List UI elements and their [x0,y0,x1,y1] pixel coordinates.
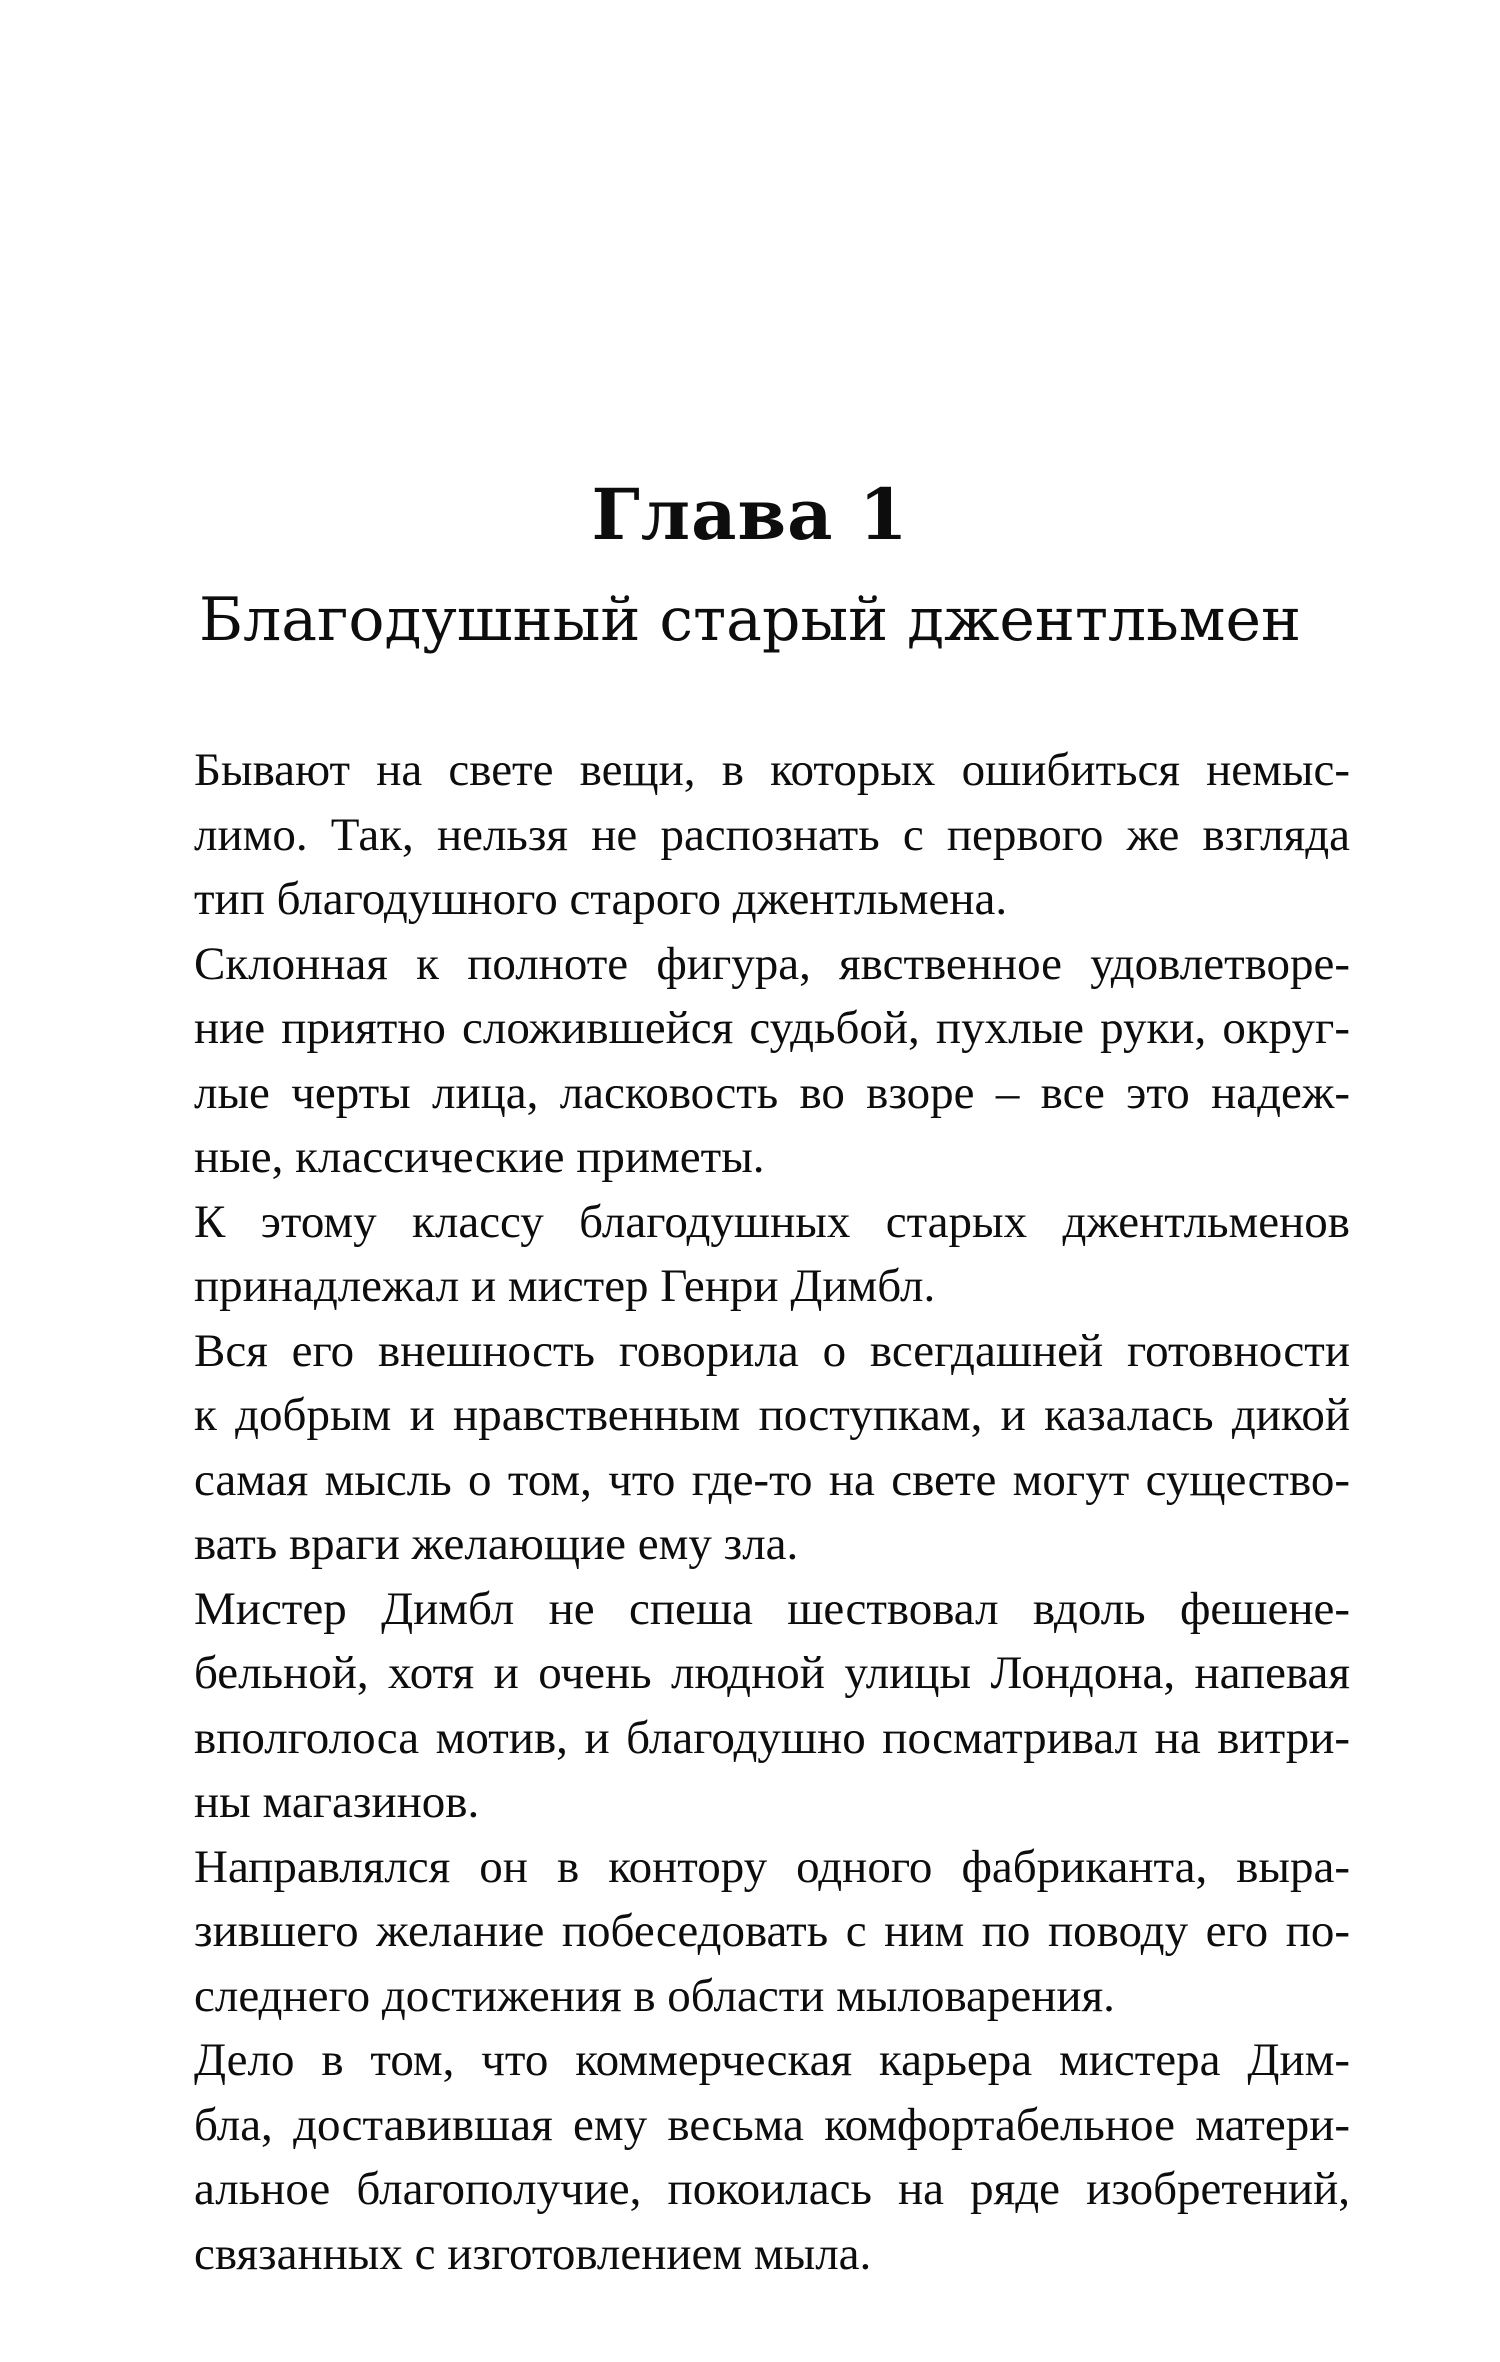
paragraph-7 [134,2028,1350,2286]
text-line: бельной, хотя и очень людной улицы Лондона, напевая [194,1647,1350,1699]
text-line: связанных с изготовлением мыла. [194,2227,872,2280]
paragraph-6 [134,1835,1350,2029]
chapter-body [134,738,1350,2286]
text-line: вполголоса мотив, и благодушно посматривал на витри- [194,1711,1350,1764]
text-line: лые черты лица, ласковость во взоре – все это надеж- [194,1066,1350,1119]
text-line: бла, доставившая ему весьма комфортабельное матери- [194,2098,1350,2151]
text-line: Мистер Димбл не спеша шествовал вдоль фешене- [194,1582,1350,1635]
chapter-number: Глава 1 [591,473,909,556]
text-line: альное благополучие, покоилась на ряде изобретений, [194,2163,1350,2215]
text-line: ные, классические приметы. [194,1131,765,1183]
chapter-title: Благодушный старый джентльмен [199,585,1301,655]
text-line: к добрым и нравственным поступкам, и казалась дикой [194,1389,1350,1441]
text-line: лимо. Так, нельзя не распознать с первого же взгляда [194,808,1350,861]
text-line: К этому классу благодушных старых джентльменов [194,1195,1350,1248]
text-line: Склонная к полноте фигура, явственное удовлетворе- [194,937,1350,990]
text-line: принадлежал и мистер Генри Димбл. [194,1260,936,1312]
paragraph-2 [134,932,1350,1190]
text-line: самая мысль о том, что где-то на свете могут существо- [194,1453,1350,1506]
text-line: Бывают на свете вещи, в которых ошибиться немыс- [194,744,1350,796]
text-line: зившего желание побеседовать с ним по поводу его по- [194,1905,1350,1957]
paragraph-4 [134,1319,1350,1577]
paragraph-3 [134,1190,1350,1319]
text-line: ны магазинов. [194,1776,480,1828]
text-line: ние приятно сложившейся судьбой, пухлые руки, округ- [194,1002,1350,1054]
text-line: тип благодушного старого джентльмена. [194,873,1008,925]
text-line: следнего достижения в области мыловарения. [194,1969,1115,2022]
text-line: Вся его внешность говорила о всегдашней готовности [194,1324,1350,1377]
text-line: Дело в том, что коммерческая карьера мистера Дим- [194,2034,1350,2086]
text-line: Направлялся он в контору одного фабриканта, выра- [194,1840,1350,1893]
text-line: вать враги желающие ему зла. [194,1518,799,1570]
paragraph-5 [134,1577,1350,1835]
paragraph-1 [134,738,1350,932]
